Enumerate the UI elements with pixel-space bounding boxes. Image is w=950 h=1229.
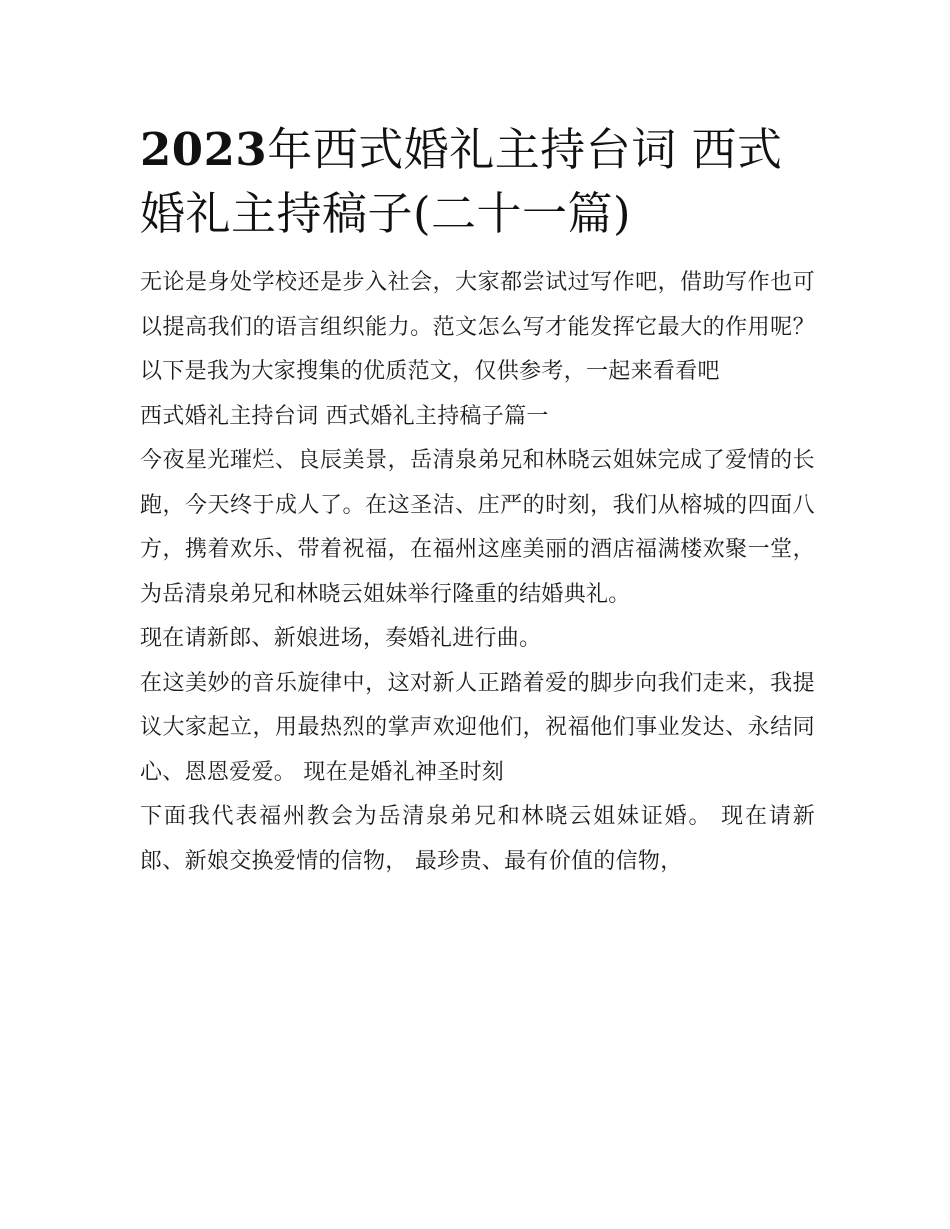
section-heading: 西式婚礼主持台词 西式婚礼主持稿子篇一 xyxy=(140,403,549,429)
title-year: 2023 xyxy=(140,123,268,176)
document-title xyxy=(140,118,815,246)
document-page xyxy=(140,118,815,884)
body-paragraph: 今夜星光璀烂、良辰美景，岳清泉弟兄和林晓云姐妹完成了爱情的长跑，今天终于成人了。在这圣洁、庄严的时刻，我们从榕城的四面八方，携着欢乐、带着祝福，在福州这座美丽的酒店福满楼欢聚一堂，为岳清泉弟兄和林晓云姐妹举行隆重的结婚典礼。 xyxy=(140,448,815,607)
body-paragraph: 现在请新郎、新娘进场，奏婚礼进行曲。 xyxy=(140,626,542,651)
document-body xyxy=(140,261,815,884)
title-text: 年西式婚礼主持台词 西式婚礼主持稿子(二十一篇) xyxy=(140,123,783,240)
body-paragraph: 在这美妙的音乐旋律中，这对新人正踏着爱的脚步向我们走来，我提议大家起立，用最热烈的掌声欢迎他们，祝福他们事业发达、永结同心、恩恩爱爱。 现在是婚礼神圣时刻 xyxy=(140,670,815,785)
body-paragraph: 下面我代表福州教会为岳清泉弟兄和林晓云姐妹证婚。 现在请新郎、新娘交换爱情的信物， 最珍贵、最有价值的信物， xyxy=(140,804,815,874)
intro-paragraph: 无论是身处学校还是步入社会，大家都尝试过写作吧，借助写作也可以提高我们的语言组织能力。范文怎么写才能发挥它最大的作用呢？以下是我为大家搜集的优质范文，仅供参考，一起来看看吧 xyxy=(140,270,815,384)
